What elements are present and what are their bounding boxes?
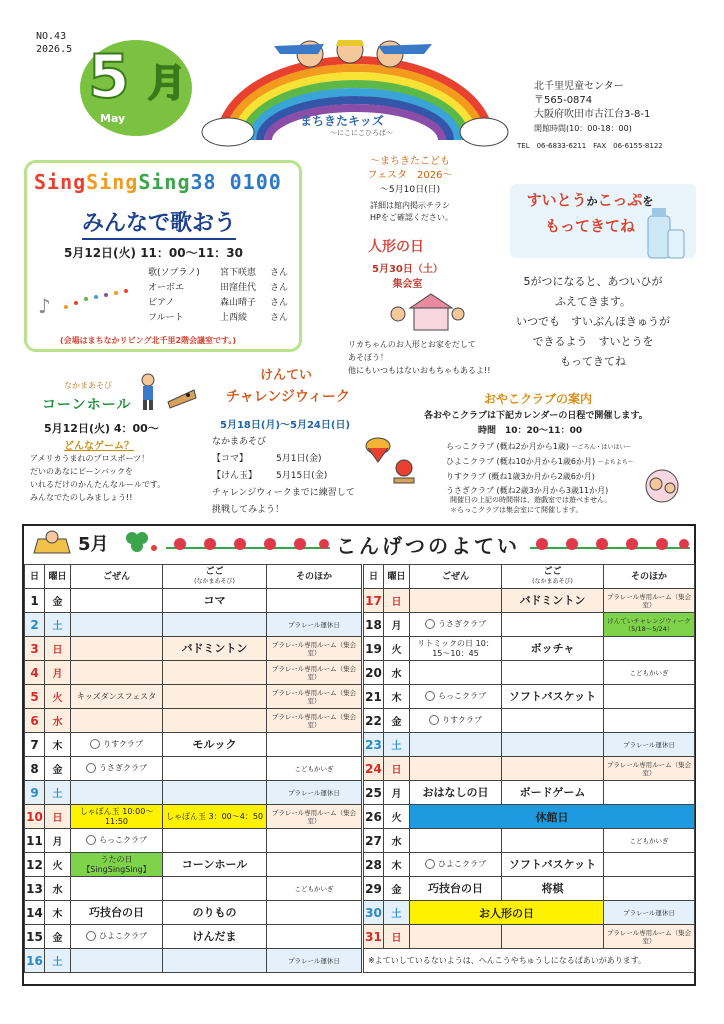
doll-day-body: リカちゃんのお人形とお家をだして あそぼう！ 他にもいつもはないおもちゃもあるよ!!	[348, 340, 491, 375]
pm-event: ボードゲーム	[502, 781, 604, 805]
day-number: 28	[364, 853, 384, 877]
other-event: プラレール専用ルーム（集会室）	[267, 661, 362, 685]
pm-event	[163, 709, 267, 733]
pm-event: ボッチャ	[502, 637, 604, 661]
other-event: プラレール運休日	[267, 949, 362, 973]
weekday: 金	[384, 709, 410, 733]
calendar-row	[25, 829, 362, 853]
weekday: 火	[384, 637, 410, 661]
issue-info	[36, 30, 72, 56]
day-number: 27	[364, 829, 384, 853]
pm-event: けんだま	[163, 925, 267, 949]
festa-title: 〜まちきたこども フェスタ 2026〜 〜5月10日(日)	[367, 156, 453, 195]
am-event: うさぎクラブ	[71, 757, 163, 781]
day-number: 30	[364, 901, 384, 925]
calendar-footnote: ※よていしているないようは、へんこうやちゅうしになるばあいがあります。	[364, 949, 695, 973]
pm-event	[502, 709, 604, 733]
col-weekday: 曜日	[45, 565, 71, 589]
club-animal-icon	[90, 739, 100, 749]
col-day: 日	[364, 565, 384, 589]
day-number: 3	[25, 637, 45, 661]
calendar-row	[25, 637, 362, 661]
cornhole-player-icon	[138, 372, 198, 412]
oyako-club-list	[446, 440, 634, 498]
kabuto-icon	[30, 527, 74, 557]
center-info	[534, 80, 650, 136]
am-event	[71, 709, 163, 733]
club-animal-icon	[86, 835, 96, 845]
calendar-footnote-row	[364, 949, 695, 973]
weekday: 土	[384, 733, 410, 757]
day-number: 1	[25, 589, 45, 613]
performer-row: 歌(ソプラノ) 宮下咲恵 さん	[148, 268, 289, 278]
other-event	[604, 877, 695, 901]
weekday: 月	[384, 613, 410, 637]
weekday: 火	[384, 805, 410, 829]
performer-row: オーボエ 田窪佳代 さん	[148, 283, 289, 293]
col-am: ごぜん	[410, 565, 502, 589]
other-event: こどもかいぎ	[604, 829, 695, 853]
other-event: プラレール運休日	[267, 781, 362, 805]
weekday: 月	[45, 661, 71, 685]
other-event	[604, 781, 695, 805]
club-animal-icon	[425, 619, 435, 629]
day-number: 13	[25, 877, 45, 901]
weekday: 水	[45, 877, 71, 901]
weekday: 水	[45, 709, 71, 733]
calendar-table-left	[24, 564, 362, 973]
other-event	[604, 685, 695, 709]
col-day: 日	[25, 565, 45, 589]
pm-event	[502, 757, 604, 781]
pm-event	[502, 829, 604, 853]
calendar-title: こんげつのよてい	[336, 534, 520, 558]
oyako-club: らっこクラブ (概ね2か月から1歳) 〜ごろん・はいはい〜	[446, 442, 632, 451]
day-number: 10	[25, 805, 45, 829]
weekday: 日	[384, 925, 410, 949]
oyako-club: ひよこクラブ (概ね10か月から1歳6か月) 〜よちよち〜	[446, 457, 634, 466]
pm-event	[163, 757, 267, 781]
day-number: 31	[364, 925, 384, 949]
pm-event: コーンホール	[163, 853, 267, 877]
am-event	[410, 661, 502, 685]
club-animal-icon	[425, 691, 435, 701]
sing-datetime: 5月12日(火) 11：00〜11：30	[64, 246, 243, 260]
am-event	[71, 781, 163, 805]
col-other: そのほか	[267, 565, 362, 589]
am-event	[71, 637, 163, 661]
other-event	[267, 589, 362, 613]
day-number: 29	[364, 877, 384, 901]
day-number: 8	[25, 757, 45, 781]
other-event: プラレール運休日	[604, 901, 695, 925]
weekday: 金	[45, 757, 71, 781]
weekday: 土	[384, 901, 410, 925]
weekday: 木	[384, 853, 410, 877]
day-number: 4	[25, 661, 45, 685]
weekday: 金	[45, 925, 71, 949]
weekday: 月	[45, 829, 71, 853]
cornhole-sub: なかまあそび	[64, 381, 112, 390]
calendar-row	[25, 685, 362, 709]
doll-house-icon	[386, 292, 466, 336]
weekday: 日	[384, 757, 410, 781]
cornhole-title: コーンホール	[42, 397, 132, 413]
am-event	[410, 757, 502, 781]
other-event: プラレール専用ルーム（集会室）	[267, 637, 362, 661]
pm-event: しゃぼん玉 3：00〜4：50	[163, 805, 267, 829]
other-event: こどもかいぎ	[267, 757, 362, 781]
calendar-row	[364, 925, 695, 949]
calendar-row	[364, 757, 695, 781]
other-event	[604, 637, 695, 661]
col-pm: ごご (なかまあそび)	[163, 565, 267, 589]
club-animal-icon	[429, 715, 439, 725]
sing-title-part: Sing	[86, 170, 139, 194]
carnation-border-icon	[530, 534, 690, 554]
day-number: 21	[364, 685, 384, 709]
weekday: 日	[45, 637, 71, 661]
day-number: 7	[25, 733, 45, 757]
pm-event	[502, 661, 604, 685]
col-other: そのほか	[604, 565, 695, 589]
weekday: 木	[45, 733, 71, 757]
am-event: うさぎクラブ	[410, 613, 502, 637]
pm-event	[163, 613, 267, 637]
club-animal-icon	[86, 931, 96, 941]
weekday: 日	[384, 589, 410, 613]
kids-logo: まちきたキッズ	[300, 114, 384, 128]
pm-event	[502, 733, 604, 757]
pm-event: のりもの	[163, 901, 267, 925]
am-event: 巧技台の日	[71, 901, 163, 925]
center-hours: 開館時間(10：00-18：00)	[534, 124, 632, 133]
center-postal: 〒565-0874	[534, 95, 593, 106]
pm-event	[163, 661, 267, 685]
bottle-title: すいとうかこっぷを もってきてね	[526, 191, 654, 235]
pm-event	[163, 829, 267, 853]
other-event	[604, 709, 695, 733]
clover-icon	[120, 528, 162, 556]
day-number: 2	[25, 613, 45, 637]
other-event: プラレール専用ルーム（集会室）	[267, 685, 362, 709]
other-event: プラレール専用ルーム（集会室）	[604, 925, 695, 949]
doll-day-title: 人形の日	[368, 239, 424, 255]
club-animal-icon	[86, 763, 96, 773]
other-event: プラレール専用ルーム（集会室）	[604, 589, 695, 613]
am-event: おはなしの日	[410, 781, 502, 805]
weekday: 木	[45, 901, 71, 925]
pm-event	[163, 685, 267, 709]
pm-event: モルック	[163, 733, 267, 757]
challenge-body: なかまあそび 【コマ】 5月1日(金) 【けん玉】 5月15日(金) チャレンジウィークまでに練習して 挑戦してみよう！	[212, 437, 355, 515]
other-event: けんていチャレンジウィーク（5/18〜5/24）	[604, 613, 695, 637]
calendar-row	[364, 829, 695, 853]
col-pm: ごご (なかまあそび)	[502, 565, 604, 589]
day-number: 25	[364, 781, 384, 805]
col-am: ごぜん	[71, 565, 163, 589]
center-address: 大阪府吹田市古江台3-8-1	[534, 109, 651, 120]
month-kanji: 月	[148, 61, 187, 105]
pm-event: バドミントン	[502, 589, 604, 613]
pm-event	[163, 949, 267, 973]
weekday: 水	[384, 829, 410, 853]
other-event	[267, 901, 362, 925]
sing-title-part: 38 0100	[190, 170, 282, 194]
other-event	[267, 925, 362, 949]
oyako-title: おやこクラブの案内	[484, 392, 593, 406]
water-bottle-icon	[644, 206, 686, 260]
weekday: 土	[45, 949, 71, 973]
closed-day: 休館日	[410, 805, 695, 829]
music-notes-icon	[36, 283, 136, 323]
calendar-row	[25, 805, 362, 829]
calendar-row	[364, 877, 695, 901]
other-event: こどもかいぎ	[267, 877, 362, 901]
calendar-month: 5月	[78, 534, 109, 555]
am-event: 巧技台の日	[410, 877, 502, 901]
oyako-time: 時間 10：20〜11：00	[478, 426, 583, 436]
cornhole-body: アメリカうまれのプロスポーツ！ だいのあなにビーンバックを いれるだけのかんたんなルールです。 みんなでたのしみましょう!!	[30, 454, 166, 502]
pm-event: 将棋	[502, 877, 604, 901]
calendar-row	[364, 709, 695, 733]
cornhole-date: 5月12日(火) 4：00〜	[44, 422, 159, 435]
calendar-row	[364, 661, 695, 685]
pm-event: バドミントン	[163, 637, 267, 661]
pm-event: ソフトバスケット	[502, 853, 604, 877]
calendar-row	[25, 757, 362, 781]
challenge-title-1: けんてい	[260, 368, 313, 383]
pm-event	[502, 925, 604, 949]
parent-child-icon	[640, 466, 690, 510]
am-event: りすクラブ	[71, 733, 163, 757]
calendar-row	[25, 709, 362, 733]
calendar-row	[364, 733, 695, 757]
sing-title	[34, 170, 282, 194]
pm-event	[163, 781, 267, 805]
day-number: 12	[25, 853, 45, 877]
other-event	[267, 853, 362, 877]
calendar-row	[364, 613, 695, 637]
calendar-row	[364, 853, 695, 877]
svg-text:♪: ♪	[38, 294, 51, 318]
sing-title-part: Sing	[138, 170, 191, 194]
weekday: 火	[45, 685, 71, 709]
am-event: ひよこクラブ	[71, 925, 163, 949]
sing-venue-note: (会場はまちなかリビング北千里2階会議室です。)	[60, 336, 237, 345]
am-event	[71, 589, 163, 613]
am-event: らっこクラブ	[71, 829, 163, 853]
month-english: May	[100, 112, 126, 125]
other-event	[267, 829, 362, 853]
day-number: 9	[25, 781, 45, 805]
calendar-row	[25, 589, 362, 613]
am-event: キッズダンスフェスタ	[71, 685, 163, 709]
cornhole-question: どんなゲーム？	[64, 441, 134, 452]
club-animal-icon	[425, 859, 435, 869]
pm-event	[163, 877, 267, 901]
calendar-row	[25, 781, 362, 805]
weekday: 月	[384, 781, 410, 805]
am-event: しゃぼん玉 10:00〜11:50	[71, 805, 163, 829]
sing-heading: みんなで歌おう	[82, 206, 236, 240]
weekday: 水	[384, 661, 410, 685]
calendar-row	[364, 685, 695, 709]
am-event	[71, 661, 163, 685]
other-event: こどもかいぎ	[604, 661, 695, 685]
am-event	[410, 589, 502, 613]
weekday: 金	[384, 877, 410, 901]
calendar-row	[364, 637, 695, 661]
pm-event	[502, 613, 604, 637]
calendar-row	[364, 589, 695, 613]
month-number: 5	[88, 42, 130, 112]
calendar-row	[25, 877, 362, 901]
weekday: 金	[45, 589, 71, 613]
other-event: プラレール運休日	[267, 613, 362, 637]
am-event	[410, 925, 502, 949]
other-event: プラレール専用ルーム（集会室）	[604, 757, 695, 781]
day-number: 20	[364, 661, 384, 685]
weekday: 土	[45, 781, 71, 805]
weekday: 火	[45, 853, 71, 877]
day-number: 5	[25, 685, 45, 709]
am-event	[410, 829, 502, 853]
am-event	[410, 733, 502, 757]
day-number: 22	[364, 709, 384, 733]
calendar-row	[25, 733, 362, 757]
am-event	[71, 877, 163, 901]
other-event: プラレール専用ルーム（集会室）	[267, 805, 362, 829]
calendar-table-right	[363, 564, 695, 973]
calendar-row	[25, 613, 362, 637]
day-number: 6	[25, 709, 45, 733]
day-number: 17	[364, 589, 384, 613]
day-number: 14	[25, 901, 45, 925]
other-event	[267, 733, 362, 757]
top-and-kendama-icon	[364, 430, 418, 490]
other-event	[604, 853, 695, 877]
doll-day-date: 5月30日（土） 集会室	[372, 264, 443, 290]
calendar-row	[25, 661, 362, 685]
am-event	[71, 949, 163, 973]
am-event: りすクラブ	[410, 709, 502, 733]
issue-number: NO.43	[36, 31, 67, 42]
day-number: 26	[364, 805, 384, 829]
weekday: 木	[384, 685, 410, 709]
pm-event: コマ	[163, 589, 267, 613]
calendar-row	[25, 901, 362, 925]
oyako-club: うさぎクラブ (概ね2歳3か月から3歳11か月)	[446, 486, 609, 495]
performer-row: ピアノ 森山晴子 さん	[148, 298, 289, 308]
calendar-row	[364, 901, 695, 925]
day-number: 18	[364, 613, 384, 637]
center-contact: TEL 06-6833-6211 FAX 06-6155-8122	[517, 142, 663, 150]
oyako-lead: 各おやこクラブは下記カレンダーの日程で開催します。	[424, 411, 648, 421]
col-weekday: 曜日	[384, 565, 410, 589]
pm-event: ソフトバスケット	[502, 685, 604, 709]
challenge-title-2: チャレンジウィーク	[226, 389, 351, 405]
other-event: プラレール専用ルーム（集会室）	[267, 709, 362, 733]
calendar-row	[25, 949, 362, 973]
day-number: 16	[25, 949, 45, 973]
carnation-border-icon	[166, 534, 330, 554]
weekday: 土	[45, 613, 71, 637]
am-event: ひよこクラブ	[410, 853, 502, 877]
calendar-row	[25, 925, 362, 949]
calendar-row	[364, 805, 695, 829]
oyako-note: 開催日の上記の時間帯は、遊戯室では遊べません。 ＊らっこクラブは集会室にて開催します。	[450, 496, 612, 514]
am-event: らっこクラブ	[410, 685, 502, 709]
day-number: 15	[25, 925, 45, 949]
performer-row: フルート 上西綾 さん	[148, 313, 289, 323]
sing-title-part: Sing	[34, 170, 87, 194]
kids-logo-sub: 〜にこにこひろば〜	[330, 129, 393, 137]
am-event: うたの日【SingSingSing】	[71, 853, 163, 877]
oyako-club: りすクラブ (概ね1歳3か月から2歳6か月)	[446, 472, 595, 481]
performer-list	[148, 266, 288, 326]
calendar-row	[364, 781, 695, 805]
am-event: お人形の日	[410, 901, 604, 925]
day-number: 24	[364, 757, 384, 781]
am-event	[71, 613, 163, 637]
day-number: 11	[25, 829, 45, 853]
festa-body: 詳細は館内掲示チラシ HPをご確認ください。	[370, 201, 453, 222]
issue-date: 2026.5	[36, 44, 73, 55]
challenge-date: 5月18日(月)〜5月24日(日)	[220, 420, 351, 431]
am-event: リトミックの日 10：15〜10：45	[410, 637, 502, 661]
center-name: 北千里児童センター	[534, 81, 624, 92]
other-event: プラレール運休日	[604, 733, 695, 757]
bottle-body: 5がつになると、あついひが ふえてきます。 いつでも すいぶんほきゅうが できるよう すいとうを もってきてね	[516, 275, 670, 368]
calendar-row	[25, 853, 362, 877]
day-number: 19	[364, 637, 384, 661]
day-number: 23	[364, 733, 384, 757]
weekday: 日	[45, 805, 71, 829]
